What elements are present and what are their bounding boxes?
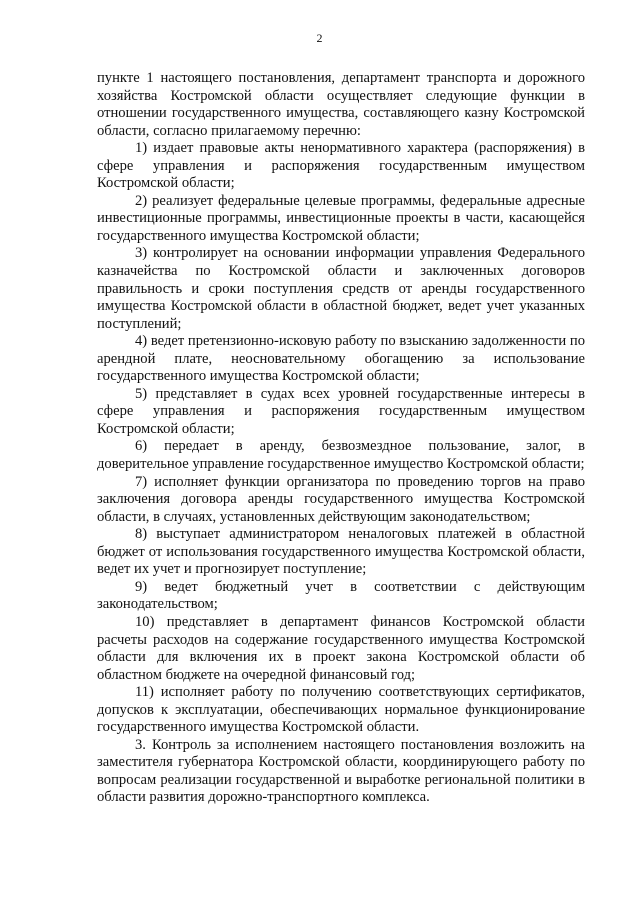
paragraph-item-4: 4) ведет претензионно-исковую работу по взысканию задолженности по арендной плате, неосновательному обогащению за использование государственного имущества Костромской области; <box>97 333 585 385</box>
document-body <box>97 70 585 807</box>
paragraph-item-3: 3) контролирует на основании информации управления Федерального казначейства по Костромской области и заключенных договоров правильность и сроки поступления средств от аренды государственного имущества Костромской области в областной бюджет, ведет учет указанных поступлений; <box>97 245 585 332</box>
paragraph-item-5: 5) представляет в судах всех уровней государственные интересы в сфере управления и распоряжения государственным имуществом Костромской области; <box>97 385 585 437</box>
paragraph-item-2: 2) реализует федеральные целевые программы, федеральные адресные инвестиционные программы, инвестиционные проекты в части, касающейся государственного имущества Костромской области; <box>97 192 585 244</box>
paragraph-item-11: 11) исполняет работу по получению соответствующих сертификатов, допусков к эксплуатации, обеспечивающих нормальное функционирование государственного имущества Костромской области. <box>97 684 585 736</box>
paragraph-item-7: 7) исполняет функции организатора по проведению торгов на право заключения договора аренды государственного имущества Костромской области, в случаях, установленных действующим законодательством; <box>97 473 585 525</box>
paragraph-item-10: 10) представляет в департамент финансов Костромской области расчеты расходов на содержание государственного имущества Костромской области для включения их в проект закона Костромской области об областном бюджете на очередной финансовый год; <box>97 613 585 683</box>
paragraph-intro: пункте 1 настоящего постановления, департамент транспорта и дорожного хозяйства Костромской области осуществляет следующие функции в отношении государственного имущества, составляющего казну Костромской области, согласно прилагаемому перечню: <box>97 70 585 139</box>
paragraph-item-6: 6) передает в аренду, безвозмездное пользование, залог, в доверительное управление государственное имущество Костромской области; <box>97 438 585 473</box>
paragraph-section-3: 3. Контроль за исполнением настоящего постановления возложить на заместителя губернатора Костромской области, координирующего работу по вопросам реализации государственной и выработке региональной политики в области развития дорожно-транспортного комплекса. <box>97 736 585 806</box>
paragraph-item-9: 9) ведет бюджетный учет в соответствии с действующим законодательством; <box>97 578 585 613</box>
page-number: 2 <box>316 31 323 45</box>
paragraph-item-1: 1) издает правовые акты ненормативного характера (распоряжения) в сфере управления и распоряжения государственным имуществом Костромской области; <box>97 140 585 192</box>
paragraph-item-8: 8) выступает администратором неналоговых платежей в областной бюджет от использования государственного имущества Костромской области, ведет их учет и прогнозирует поступление; <box>97 526 585 578</box>
